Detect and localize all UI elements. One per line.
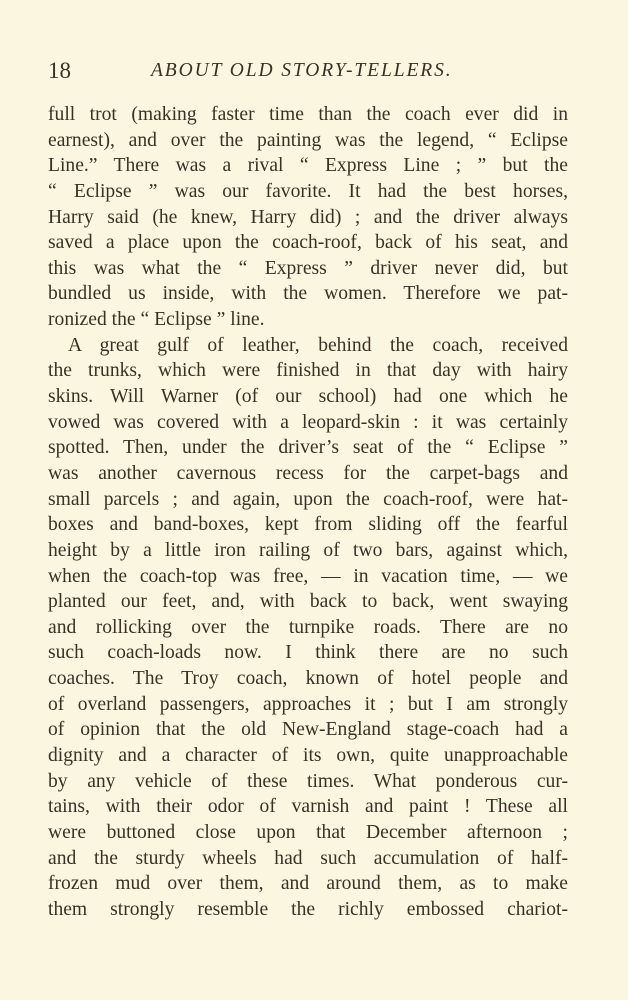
text-line: this was what the “ Express ” driver never did, but <box>48 257 568 279</box>
text-line: Harry said (he knew, Harry did) ; and the driver always <box>48 206 568 228</box>
text-line: by any vehicle of these times. What ponderous cur- <box>48 770 568 792</box>
text-line: boxes and band-boxes, kept from sliding off the fearful <box>48 514 568 536</box>
text-line: tains, with their odor of varnish and paint ! These all <box>48 796 568 818</box>
text-line: of opinion that the old New-England stage-coach had a <box>48 719 568 741</box>
text-line: skins. Will Warner (of our school) had one which he <box>48 386 568 408</box>
text-line: was another cavernous recess for the carpet-bags and <box>48 462 568 484</box>
text-line: when the coach-top was free, — in vacation time, — we <box>48 565 568 587</box>
text-line: A great gulf of leather, behind the coach, received <box>68 334 568 356</box>
running-title: ABOUT OLD STORY-TELLERS. <box>151 60 453 81</box>
text-line: vowed was covered with a leopard-skin : it was certainly <box>48 411 568 433</box>
text-line: and the sturdy wheels had such accumulation of half- <box>48 847 568 869</box>
text-line: coaches. The Troy coach, known of hotel people and <box>48 668 568 690</box>
body-text <box>48 102 568 923</box>
text-line: dignity and a character of its own, quite unapproachable <box>48 745 568 767</box>
text-line: of overland passengers, approaches it ; but I am strongly <box>48 693 568 715</box>
text-line: earnest), and over the painting was the legend, “ Eclipse <box>48 129 568 151</box>
text-line: them strongly resemble the richly embossed chariot- <box>48 898 568 920</box>
page-number: 18 <box>48 58 71 83</box>
text-line: spotted. Then, under the driver’s seat of the “ Eclipse ” <box>48 437 568 459</box>
text-line: saved a place upon the coach-roof, back of his seat, and <box>48 232 568 254</box>
paragraph <box>48 333 568 923</box>
text-line: frozen mud over them, and around them, as to make <box>48 873 568 895</box>
text-line: “ Eclipse ” was our favorite. It had the best horses, <box>48 180 568 202</box>
running-head <box>48 56 568 86</box>
text-line: and rollicking over the turnpike roads. There are no <box>48 616 568 638</box>
text-line: planted our feet, and, with back to back, went swaying <box>48 591 568 613</box>
text-line: bundled us inside, with the women. Therefore we pat- <box>48 283 568 305</box>
text-line: Line.” There was a rival “ Express Line ; ” but the <box>48 155 568 177</box>
text-line: height by a little iron railing of two bars, against which, <box>48 539 568 561</box>
paragraph <box>48 102 568 333</box>
text-line: the trunks, which were finished in that day with hairy <box>48 360 568 382</box>
text-line: small parcels ; and again, upon the coach-roof, were hat- <box>48 488 568 510</box>
text-line: ronized the “ Eclipse ” line. <box>48 309 265 331</box>
text-line: such coach-loads now. I think there are no such <box>48 642 568 664</box>
text-line: were buttoned close upon that December afternoon ; <box>48 821 568 843</box>
text-line: full trot (making faster time than the coach ever did in <box>48 104 568 125</box>
